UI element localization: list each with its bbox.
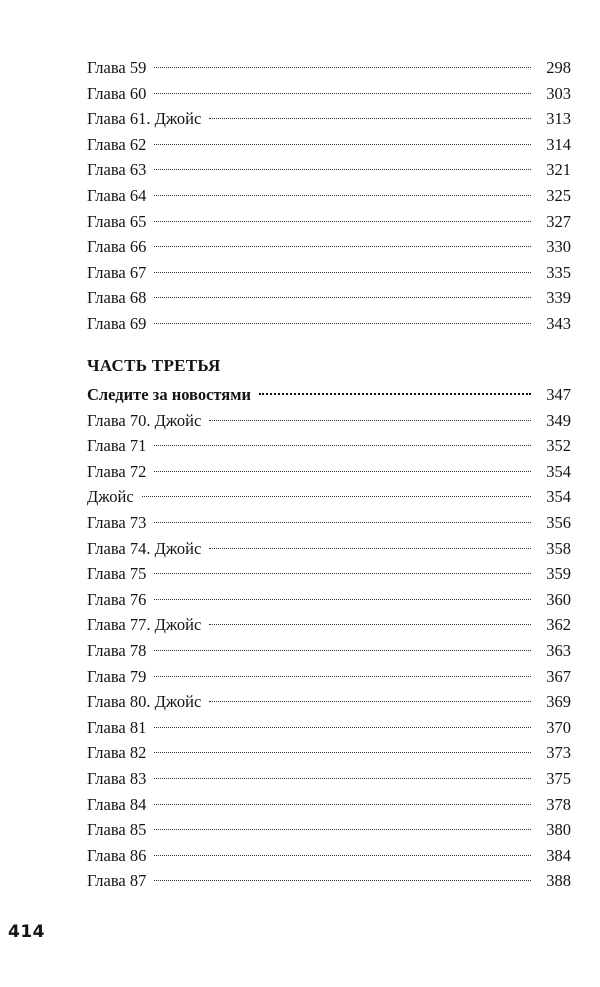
toc-entry-page-number: 354 (546, 487, 571, 507)
dot-leader (154, 855, 531, 856)
toc-entry-page-number: 327 (546, 211, 571, 231)
toc-row (87, 612, 571, 638)
toc-row (87, 536, 571, 562)
toc-entry-title: Глава 70. Джойс (87, 410, 202, 430)
toc-entry-page-number: 352 (546, 436, 571, 456)
toc-entry-title: Глава 82 (87, 743, 147, 763)
dot-leader (154, 297, 531, 298)
table-of-contents-part-three (87, 382, 571, 894)
toc-entry-page-number: 388 (546, 871, 571, 891)
dot-leader (154, 752, 531, 753)
dot-leader (154, 650, 531, 651)
dot-leader (154, 169, 531, 170)
table-of-contents-part-two (87, 55, 571, 337)
toc-row (87, 408, 571, 434)
toc-entry-title: Глава 79 (87, 666, 147, 686)
toc-entry-title: Глава 85 (87, 820, 147, 840)
toc-row (87, 817, 571, 843)
toc-row (87, 766, 571, 792)
toc-entry-title: Глава 61. Джойс (87, 109, 202, 129)
toc-entry-title: Глава 66 (87, 237, 147, 257)
toc-row (87, 792, 571, 818)
dot-leader (154, 272, 531, 273)
toc-entry-page-number: 303 (546, 83, 571, 103)
dot-leader (154, 323, 531, 324)
toc-row (87, 740, 571, 766)
toc-entry-page-number: 370 (546, 717, 571, 737)
dot-leader (154, 221, 531, 222)
toc-entry-title: Глава 87 (87, 871, 147, 891)
dot-leader (209, 624, 531, 625)
toc-entry-page-number: 349 (546, 410, 571, 430)
toc-entry-title: Следите за новостями (87, 385, 251, 404)
dot-leader (209, 548, 531, 549)
toc-row (87, 561, 571, 587)
toc-entry-title: Глава 74. Джойс (87, 538, 202, 558)
toc-row (87, 183, 571, 209)
toc-entry-page-number: 384 (546, 845, 571, 865)
dot-leader (154, 246, 531, 247)
toc-entry-page-number: 313 (546, 109, 571, 129)
toc-entry-page-number: 354 (546, 461, 571, 481)
toc-entry-page-number: 363 (546, 640, 571, 660)
dot-leader (154, 676, 531, 677)
dot-leader (154, 67, 531, 68)
dot-leader (154, 880, 531, 881)
toc-entry-page-number: 298 (546, 58, 571, 77)
toc-row (87, 587, 571, 613)
toc-row (87, 484, 571, 510)
toc-entry-page-number: 339 (546, 288, 571, 308)
dot-leader (154, 471, 531, 472)
dot-leader (209, 118, 531, 119)
toc-entry-page-number: 321 (546, 160, 571, 180)
toc-row (87, 260, 571, 286)
toc-entry-page-number: 373 (546, 743, 571, 763)
toc-entry-title: Глава 81 (87, 717, 147, 737)
toc-entry-title: Глава 75 (87, 564, 147, 584)
toc-entry-title: Глава 63 (87, 160, 147, 180)
page-number: 414 (8, 922, 45, 942)
toc-entry-title: Глава 65 (87, 211, 147, 231)
toc-entry-page-number: 335 (546, 262, 571, 282)
toc-row (87, 689, 571, 715)
toc-section-row (87, 382, 571, 408)
toc-entry-page-number: 359 (546, 564, 571, 584)
toc-entry-title: Глава 77. Джойс (87, 615, 202, 635)
dot-leader (209, 420, 531, 421)
toc-row (87, 843, 571, 869)
dot-leader (154, 829, 531, 830)
toc-entry-title: Глава 64 (87, 185, 147, 205)
part-three-heading: ЧАСТЬ ТРЕТЬЯ (87, 356, 221, 375)
toc-row (87, 285, 571, 311)
toc-entry-page-number: 360 (546, 589, 571, 609)
toc-entry-title: Глава 60 (87, 83, 147, 103)
dot-leader (142, 496, 531, 497)
toc-row (87, 510, 571, 536)
toc-entry-page-number: 330 (546, 237, 571, 257)
dot-leader (154, 599, 531, 600)
toc-row (87, 311, 571, 337)
toc-entry-title: Глава 76 (87, 589, 147, 609)
toc-entry-page-number: 314 (546, 134, 571, 154)
toc-row (87, 234, 571, 260)
toc-entry-title: Глава 86 (87, 845, 147, 865)
toc-entry-title: Глава 83 (87, 768, 147, 788)
toc-entry-title: Глава 69 (87, 313, 147, 333)
toc-row (87, 459, 571, 485)
dot-leader (154, 93, 531, 94)
dot-leader (154, 778, 531, 779)
dot-leader (154, 195, 531, 196)
toc-entry-title: Глава 71 (87, 436, 147, 456)
toc-entry-page-number: 356 (546, 512, 571, 532)
toc-entry-page-number: 343 (546, 313, 571, 333)
toc-row (87, 81, 571, 107)
toc-entry-title: Глава 80. Джойс (87, 692, 202, 712)
toc-row (87, 433, 571, 459)
dot-leader (154, 573, 531, 574)
toc-entry-title: Глава 84 (87, 794, 147, 814)
dot-leader (154, 727, 531, 728)
toc-entry-page-number: 358 (546, 538, 571, 558)
toc-row (87, 157, 571, 183)
toc-entry-title: Глава 62 (87, 134, 147, 154)
dot-leader (154, 445, 531, 446)
dot-leader (154, 804, 531, 805)
toc-entry-page-number: 375 (546, 768, 571, 788)
toc-entry-page-number: 380 (546, 820, 571, 840)
toc-row (87, 106, 571, 132)
toc-entry-title: Глава 78 (87, 640, 147, 660)
dot-leader (209, 701, 531, 702)
toc-entry-title: Глава 59 (87, 58, 147, 77)
toc-entry-title: Глава 67 (87, 262, 147, 282)
dot-leader (259, 393, 531, 395)
toc-entry-title: Джойс (87, 487, 134, 507)
toc-row (87, 638, 571, 664)
toc-entry-page-number: 369 (546, 692, 571, 712)
toc-entry-page-number: 347 (546, 385, 571, 404)
toc-row (87, 55, 571, 81)
dot-leader (154, 144, 531, 145)
toc-row (87, 868, 571, 894)
toc-entry-page-number: 378 (546, 794, 571, 814)
toc-entry-title: Глава 72 (87, 461, 147, 481)
toc-row (87, 209, 571, 235)
toc-entry-page-number: 367 (546, 666, 571, 686)
toc-entry-page-number: 362 (546, 615, 571, 635)
toc-entry-title: Глава 73 (87, 512, 147, 532)
toc-entry-title: Глава 68 (87, 288, 147, 308)
toc-row (87, 715, 571, 741)
toc-row (87, 664, 571, 690)
toc-row (87, 132, 571, 158)
toc-entry-page-number: 325 (546, 185, 571, 205)
dot-leader (154, 522, 531, 523)
